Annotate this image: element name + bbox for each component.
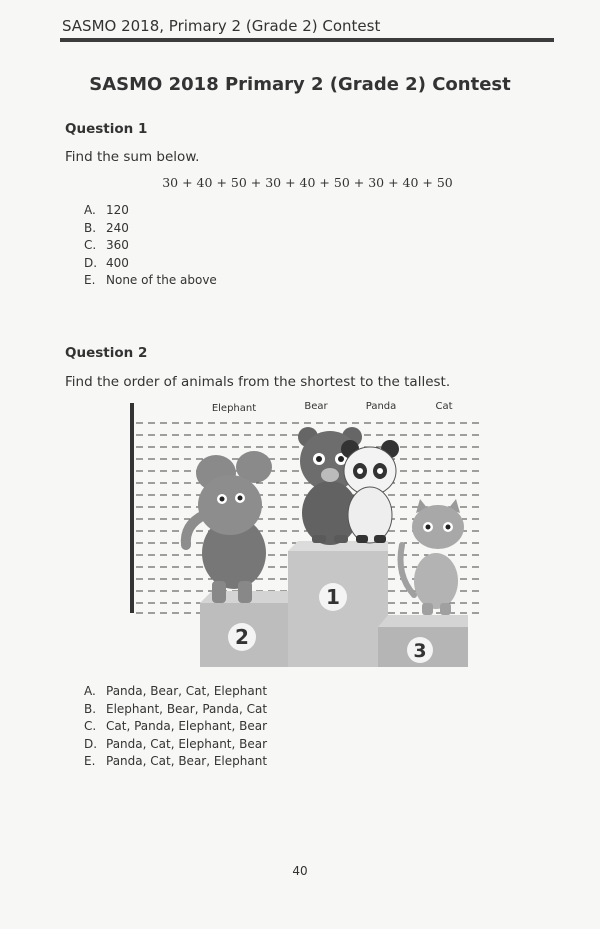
option-letter: D. xyxy=(84,736,98,751)
page-number: 40 xyxy=(292,864,308,878)
option-text: None of the above xyxy=(106,273,217,288)
option-letter: C. xyxy=(84,238,97,253)
option-letter: B. xyxy=(84,220,97,235)
label-bear: Bear xyxy=(304,401,328,412)
option-b xyxy=(84,701,267,719)
podium-number-2: 2 xyxy=(235,625,249,649)
option-letter: E. xyxy=(84,754,96,769)
page-title: SASMO 2018 Primary 2 (Grade 2) Contest xyxy=(89,74,511,95)
option-letter: E. xyxy=(84,273,96,288)
option-letter: B. xyxy=(84,701,97,716)
option-text: Panda, Cat, Bear, Elephant xyxy=(106,754,268,769)
question-1-expression: 30 + 40 + 50 + 30 + 40 + 50 + 30 + 40 + 50 xyxy=(162,175,453,190)
option-a xyxy=(84,683,267,701)
option-text: 360 xyxy=(106,238,129,253)
option-letter: A. xyxy=(84,203,96,217)
option-letter: C. xyxy=(84,719,97,734)
height-ruler xyxy=(130,403,134,613)
option-text: 120 xyxy=(106,203,129,217)
question-2-heading: Question 2 xyxy=(65,345,148,361)
header-rule xyxy=(60,38,554,42)
cat-illustration xyxy=(401,499,465,615)
option-text: Cat, Panda, Elephant, Bear xyxy=(106,719,268,734)
podium-number-3: 3 xyxy=(413,640,427,662)
option-e xyxy=(84,753,267,771)
podium-number-1: 1 xyxy=(326,585,340,609)
option-letter: D. xyxy=(84,255,98,270)
option-e xyxy=(84,272,217,290)
option-a xyxy=(84,202,217,220)
question-1-heading: Question 1 xyxy=(65,121,148,137)
animal-podium-illustration xyxy=(126,395,486,675)
question-1-prompt: Find the sum below. xyxy=(65,149,200,165)
question-1-options xyxy=(84,202,217,290)
label-elephant: Elephant xyxy=(211,403,257,414)
option-text: 240 xyxy=(106,220,129,235)
option-text: 400 xyxy=(106,255,129,270)
option-d xyxy=(84,255,217,273)
label-cat: Cat xyxy=(435,401,453,412)
option-text: Panda, Cat, Elephant, Bear xyxy=(106,736,268,751)
option-b xyxy=(84,220,217,238)
option-c xyxy=(84,718,267,736)
option-c xyxy=(84,237,217,255)
elephant-illustration xyxy=(186,451,272,603)
option-text: Elephant, Bear, Panda, Cat xyxy=(106,701,268,716)
option-text: Panda, Bear, Cat, Elephant xyxy=(106,684,268,698)
question-2-prompt: Find the order of animals from the shortest to the tallest. xyxy=(65,374,451,390)
question-2-options xyxy=(84,683,267,771)
option-letter: A. xyxy=(84,684,96,698)
animal-podium-figure xyxy=(126,395,486,675)
running-header: SASMO 2018, Primary 2 (Grade 2) Contest xyxy=(62,17,381,35)
label-panda: Panda xyxy=(365,401,397,412)
option-d xyxy=(84,736,267,754)
